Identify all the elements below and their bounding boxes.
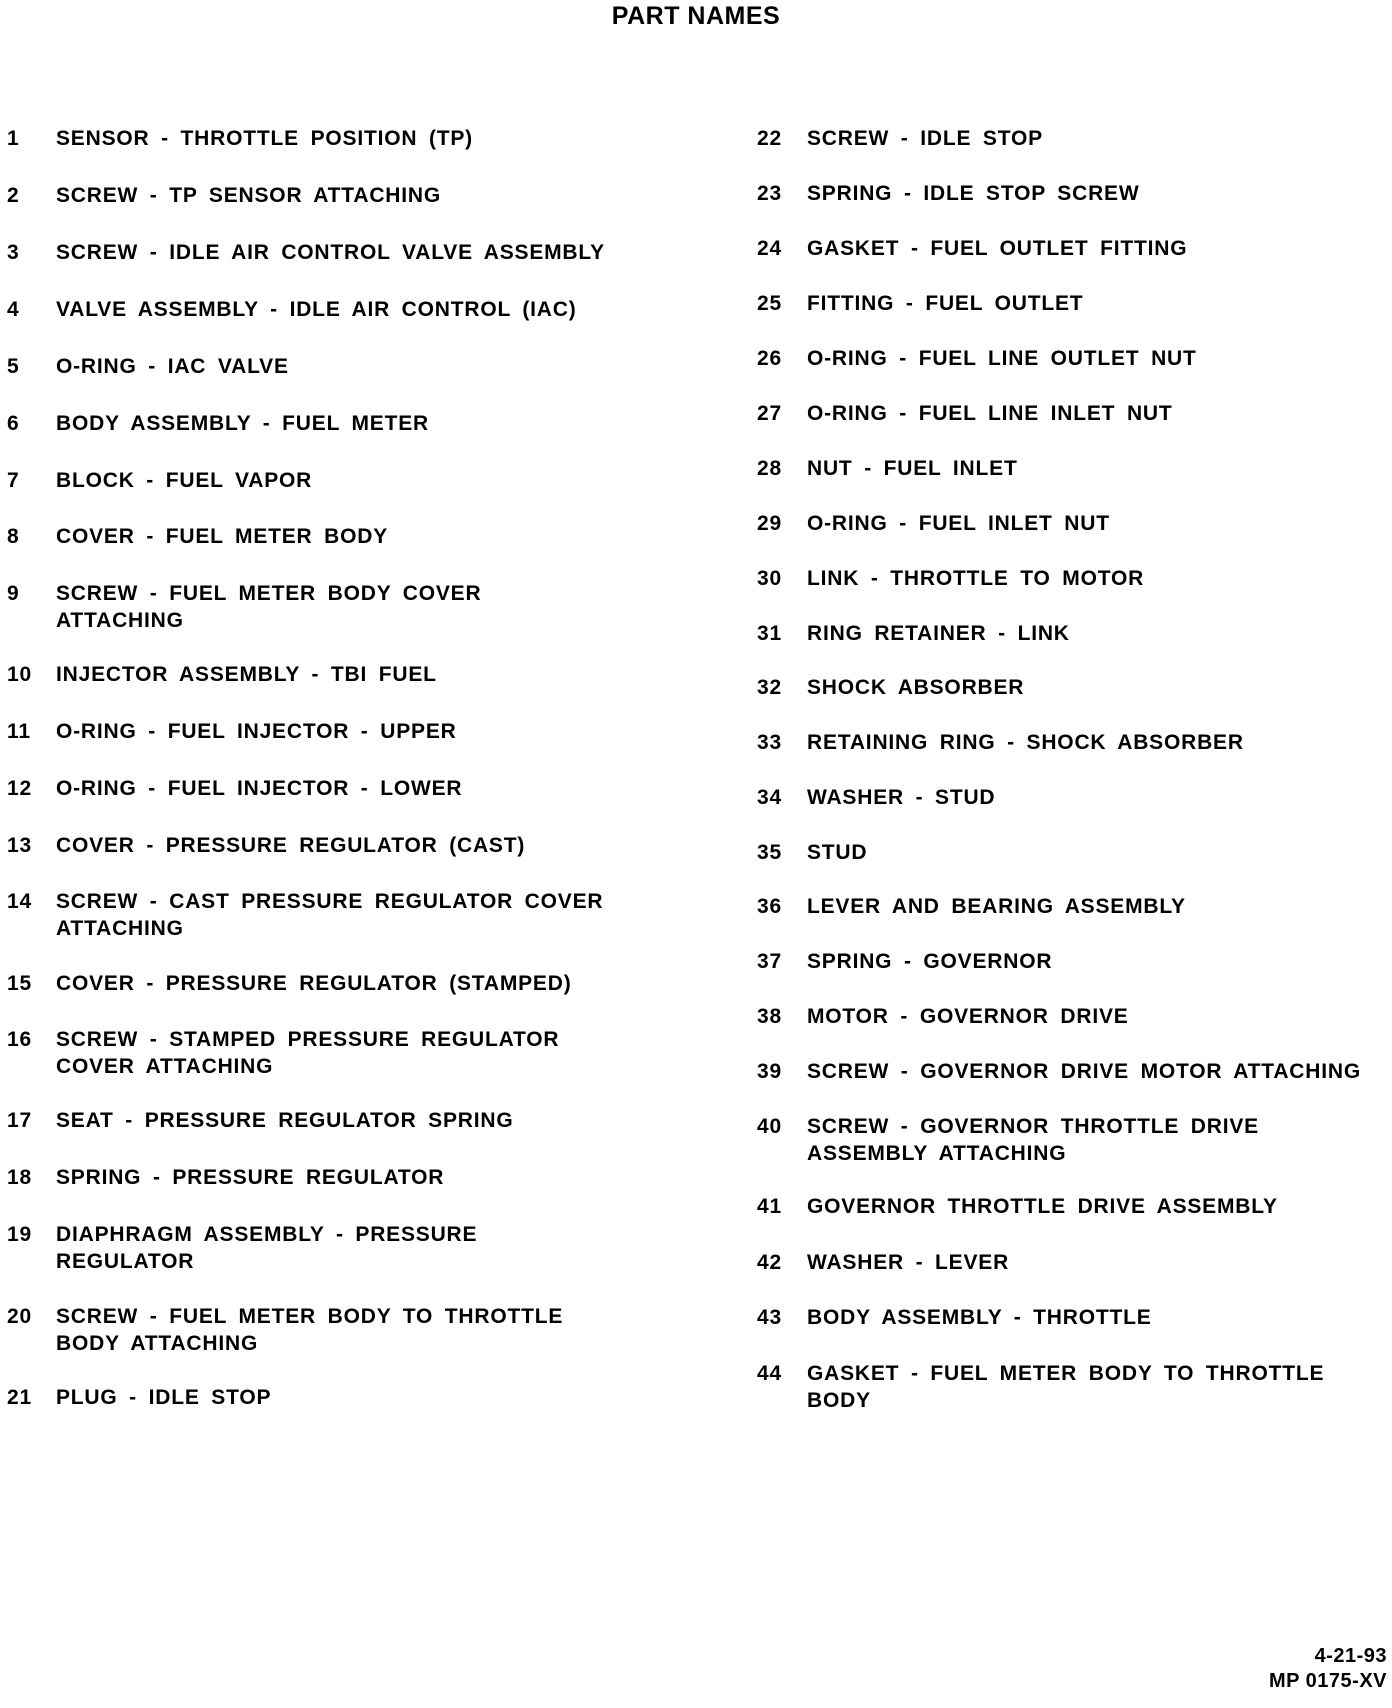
- part-name: [56, 718, 457, 745]
- part-name: [56, 1107, 513, 1134]
- part-name-line: GASKET - FUEL OUTLET FITTING: [807, 237, 1188, 260]
- part-name: [807, 1113, 1259, 1167]
- part-name-line: BODY ASSEMBLY - THROTTLE: [807, 1306, 1152, 1329]
- part-number: 5: [7, 355, 20, 378]
- part-name: [807, 510, 1110, 537]
- part-name-line: WASHER - LEVER: [807, 1251, 1010, 1274]
- footer-date: 4-21-93: [1314, 1645, 1387, 1667]
- part-number: 20: [7, 1305, 32, 1328]
- part-name-line: SCREW - FUEL METER BODY COVER: [56, 582, 482, 605]
- part-name: [807, 893, 1186, 920]
- part-number: 43: [757, 1306, 782, 1329]
- part-name-line: SHOCK ABSORBER: [807, 676, 1025, 699]
- part-name-line: O-RING - FUEL LINE OUTLET NUT: [807, 347, 1197, 370]
- part-number: 28: [757, 457, 782, 480]
- part-name: [56, 661, 437, 688]
- part-number: 40: [757, 1115, 782, 1138]
- part-name: [56, 182, 441, 209]
- part-number: 7: [7, 469, 20, 492]
- part-name: [807, 1360, 1324, 1414]
- part-number: 3: [7, 241, 20, 264]
- part-name-line: O-RING - FUEL INJECTOR - UPPER: [56, 720, 457, 743]
- part-name-line: COVER ATTACHING: [56, 1055, 274, 1078]
- part-name: [807, 674, 1024, 701]
- part-name: [807, 290, 1083, 317]
- part-name: [56, 580, 481, 634]
- part-number: 29: [757, 512, 782, 535]
- part-number: 30: [757, 567, 782, 590]
- part-number: 23: [757, 182, 782, 205]
- part-number: 19: [7, 1223, 32, 1246]
- part-name-line: PLUG - IDLE STOP: [56, 1386, 272, 1409]
- part-name: [56, 410, 429, 437]
- part-name-line: SPRING - PRESSURE REGULATOR: [56, 1166, 445, 1189]
- part-number: 24: [757, 237, 782, 260]
- part-number: 26: [757, 347, 782, 370]
- part-name-line: O-RING - FUEL INLET NUT: [807, 512, 1110, 535]
- part-name: [56, 1164, 444, 1191]
- part-name-line: ATTACHING: [56, 609, 184, 632]
- footer-code: MP 0175-XV: [1268, 1670, 1387, 1692]
- part-name-line: DIAPHRAGM ASSEMBLY - PRESSURE: [56, 1223, 478, 1246]
- part-number: 9: [7, 582, 20, 605]
- part-name: [56, 775, 462, 802]
- part-name-line: MOTOR - GOVERNOR DRIVE: [807, 1005, 1129, 1028]
- part-name-line: SCREW - FUEL METER BODY TO THROTTLE: [56, 1305, 564, 1328]
- part-name-line: COVER - PRESSURE REGULATOR (STAMPED): [56, 972, 572, 995]
- part-name: [56, 1221, 477, 1275]
- part-name-line: SCREW - IDLE AIR CONTROL VALVE ASSEMBLY: [56, 241, 605, 264]
- part-number: 36: [757, 895, 782, 918]
- part-number: 15: [7, 972, 32, 995]
- part-name: [807, 235, 1187, 262]
- part-name-line: SCREW - CAST PRESSURE REGULATOR COVER: [56, 890, 604, 913]
- part-name-line: GASKET - FUEL METER BODY TO THROTTLE: [807, 1362, 1325, 1385]
- part-name: [807, 125, 1043, 152]
- part-number: 42: [757, 1251, 782, 1274]
- part-name-line: BODY: [807, 1389, 871, 1412]
- part-name-line: WASHER - STUD: [807, 786, 996, 809]
- part-number: 6: [7, 412, 20, 435]
- part-number: 17: [7, 1109, 32, 1132]
- part-name: [807, 180, 1139, 207]
- part-name-line: SCREW - GOVERNOR DRIVE MOTOR ATTACHING: [807, 1060, 1361, 1083]
- part-name-line: ATTACHING: [56, 917, 184, 940]
- part-name-line: LEVER AND BEARING ASSEMBLY: [807, 895, 1186, 918]
- part-name: [807, 345, 1197, 372]
- part-number: 14: [7, 890, 32, 913]
- part-name-line: SEAT - PRESSURE REGULATOR SPRING: [56, 1109, 514, 1132]
- part-number: 1: [7, 127, 20, 150]
- part-name-line: RETAINING RING - SHOCK ABSORBER: [807, 731, 1244, 754]
- part-number: 32: [757, 676, 782, 699]
- part-number: 8: [7, 525, 20, 548]
- part-name-line: BODY ASSEMBLY - FUEL METER: [56, 412, 429, 435]
- part-name-line: INJECTOR ASSEMBLY - TBI FUEL: [56, 663, 437, 686]
- part-name: [56, 523, 388, 550]
- part-name-line: ASSEMBLY ATTACHING: [807, 1142, 1067, 1165]
- part-name: [56, 832, 525, 859]
- part-name-line: RING RETAINER - LINK: [807, 622, 1070, 645]
- part-name: [56, 1303, 563, 1357]
- part-name-line: COVER - PRESSURE REGULATOR (CAST): [56, 834, 526, 857]
- part-name-line: GOVERNOR THROTTLE DRIVE ASSEMBLY: [807, 1195, 1278, 1218]
- part-name-line: O-RING - FUEL INJECTOR - LOWER: [56, 777, 463, 800]
- part-number: 33: [757, 731, 782, 754]
- part-name: [56, 125, 473, 152]
- part-number: 4: [7, 298, 20, 321]
- footer: [1269, 1644, 1387, 1694]
- part-name: [807, 839, 867, 866]
- part-number: 37: [757, 950, 782, 973]
- part-number: 41: [757, 1195, 782, 1218]
- part-name-line: COVER - FUEL METER BODY: [56, 525, 389, 548]
- part-name: [807, 784, 995, 811]
- part-name: [807, 565, 1144, 592]
- part-name: [56, 296, 577, 323]
- part-name: [807, 620, 1070, 647]
- part-name-line: O-RING - FUEL LINE INLET NUT: [807, 402, 1173, 425]
- part-name-line: O-RING - IAC VALVE: [56, 355, 289, 378]
- part-name-line: NUT - FUEL INLET: [807, 457, 1018, 480]
- part-name: [56, 970, 572, 997]
- part-name-line: REGULATOR: [56, 1250, 195, 1273]
- part-name-line: BLOCK - FUEL VAPOR: [56, 469, 313, 492]
- part-name: [807, 1249, 1009, 1276]
- part-name: [807, 1058, 1361, 1085]
- part-number: 39: [757, 1060, 782, 1083]
- part-name-line: FITTING - FUEL OUTLET: [807, 292, 1084, 315]
- part-name-line: SCREW - GOVERNOR THROTTLE DRIVE: [807, 1115, 1259, 1138]
- part-number: 21: [7, 1386, 32, 1409]
- part-number: 2: [7, 184, 20, 207]
- part-number: 18: [7, 1166, 32, 1189]
- part-name-line: SCREW - STAMPED PRESSURE REGULATOR: [56, 1028, 560, 1051]
- part-number: 34: [757, 786, 782, 809]
- part-number: 22: [757, 127, 782, 150]
- part-name: [807, 400, 1173, 427]
- part-number: 35: [757, 841, 782, 864]
- part-name-line: SPRING - GOVERNOR: [807, 950, 1053, 973]
- page-title: PART NAMES: [611, 2, 781, 30]
- part-number: 25: [757, 292, 782, 315]
- part-number: 12: [7, 777, 32, 800]
- part-number: 10: [7, 663, 32, 686]
- part-name: [807, 948, 1052, 975]
- part-name: [807, 729, 1244, 756]
- part-name-line: BODY ATTACHING: [56, 1332, 259, 1355]
- part-number: 13: [7, 834, 32, 857]
- part-name-line: STUD: [807, 841, 868, 864]
- part-name-line: SENSOR - THROTTLE POSITION (TP): [56, 127, 473, 150]
- part-name-line: SCREW - TP SENSOR ATTACHING: [56, 184, 441, 207]
- part-number: 31: [757, 622, 782, 645]
- part-name: [56, 353, 289, 380]
- part-name: [56, 1384, 271, 1411]
- part-name: [807, 1193, 1278, 1220]
- part-number: 16: [7, 1028, 32, 1051]
- part-name: [56, 239, 605, 266]
- part-name: [56, 467, 312, 494]
- part-name-line: SCREW - IDLE STOP: [807, 127, 1043, 150]
- part-name: [807, 1304, 1152, 1331]
- part-name-line: VALVE ASSEMBLY - IDLE AIR CONTROL (IAC): [56, 298, 577, 321]
- part-name: [807, 455, 1018, 482]
- part-number: 11: [7, 720, 31, 743]
- part-number: 27: [757, 402, 782, 425]
- part-name-line: SPRING - IDLE STOP SCREW: [807, 182, 1140, 205]
- part-number: 38: [757, 1005, 782, 1028]
- part-name: [807, 1003, 1129, 1030]
- part-name: [56, 888, 603, 942]
- part-name: [56, 1026, 559, 1080]
- part-name-line: LINK - THROTTLE TO MOTOR: [807, 567, 1145, 590]
- part-number: 44: [757, 1362, 782, 1385]
